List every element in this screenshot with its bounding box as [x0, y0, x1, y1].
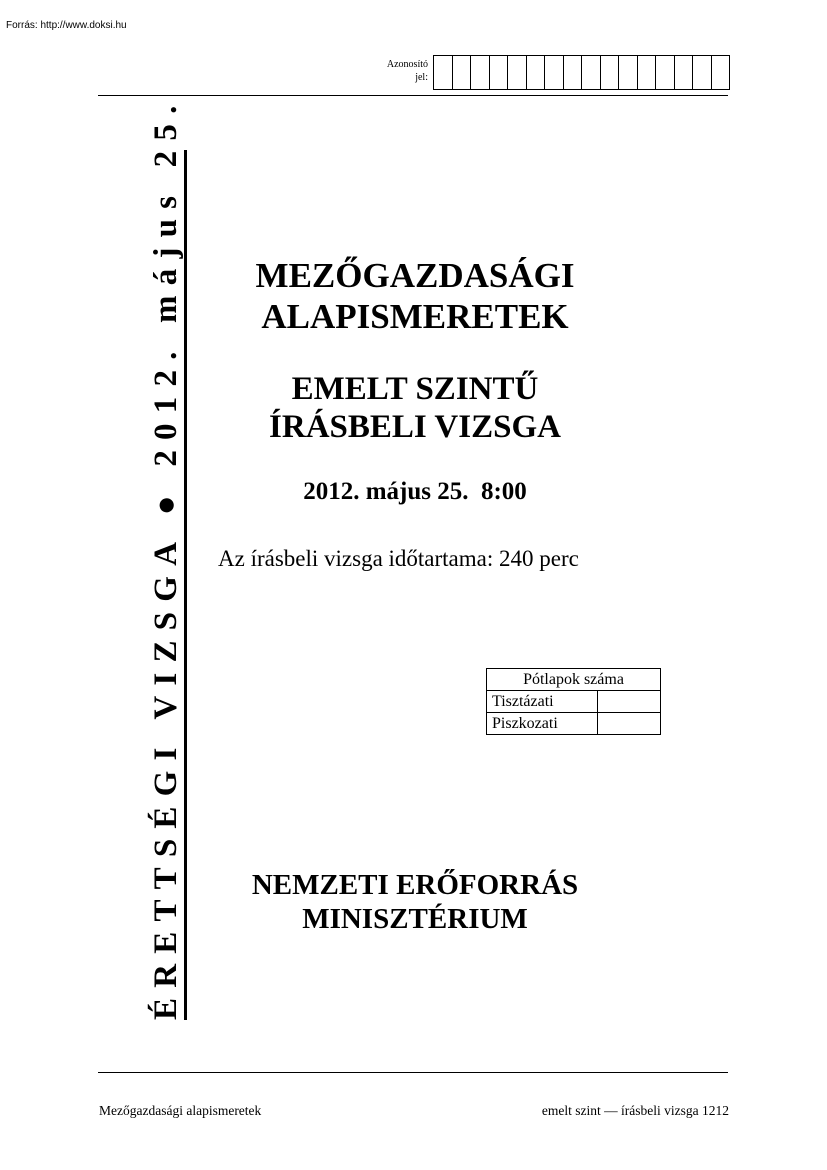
- id-label: [350, 58, 428, 84]
- row-value-field[interactable]: [598, 713, 661, 735]
- id-cell[interactable]: [471, 56, 490, 89]
- ministry-name: [180, 868, 650, 936]
- extra-sheets-table: [486, 668, 661, 735]
- exam-level-line2: ÍRÁSBELI VIZSGA: [269, 409, 561, 445]
- id-cell[interactable]: [582, 56, 601, 89]
- id-cell[interactable]: [453, 56, 472, 89]
- ministry-line1: NEMZETI ERŐFORRÁS: [251, 869, 579, 901]
- id-cell[interactable]: [545, 56, 564, 89]
- exam-title: [180, 255, 650, 337]
- id-cell[interactable]: [693, 56, 712, 89]
- id-cell[interactable]: [490, 56, 509, 89]
- exam-title-line2: ALAPISMERETEK: [261, 297, 569, 336]
- row-label: Tisztázati: [487, 691, 598, 713]
- ministry-line2: MINISZTÉRIUM: [302, 903, 528, 935]
- bottom-rule: [98, 1072, 728, 1073]
- exam-level: [180, 370, 650, 446]
- id-cell[interactable]: [527, 56, 546, 89]
- id-cell[interactable]: [675, 56, 694, 89]
- id-label-line1: Azonosító: [386, 59, 428, 70]
- id-cell[interactable]: [434, 56, 453, 89]
- table-row: [487, 713, 661, 735]
- exam-date: 2012. május 25. 8:00: [303, 478, 527, 505]
- id-cell[interactable]: [656, 56, 675, 89]
- table-row: [487, 691, 661, 713]
- exam-title-line1: MEZŐGAZDASÁGI: [255, 256, 575, 295]
- row-value-field[interactable]: [598, 691, 661, 713]
- source-url: Forrás: http://www.doksi.hu: [6, 20, 127, 31]
- extra-sheets-header: Pótlapok száma: [487, 669, 661, 691]
- id-label-line2: jel:: [415, 72, 428, 83]
- id-cell[interactable]: [619, 56, 638, 89]
- row-label: Piszkozati: [487, 713, 598, 735]
- id-cell[interactable]: [601, 56, 620, 89]
- id-cell[interactable]: [564, 56, 583, 89]
- id-cell[interactable]: [508, 56, 527, 89]
- id-cell[interactable]: [638, 56, 657, 89]
- id-cell[interactable]: [712, 56, 731, 89]
- exam-duration: Az írásbeli vizsga időtartama: 240 perc: [218, 546, 579, 571]
- id-grid: [433, 55, 730, 90]
- top-rule: [98, 95, 728, 96]
- footer-exam-code: emelt szint — írásbeli vizsga 1212: [541, 1103, 729, 1118]
- side-exam-label: ÉRETTSÉGI VIZSGA ● 2012. május 25.: [148, 150, 187, 1020]
- exam-level-line1: EMELT SZINTŰ: [291, 371, 539, 407]
- footer-subject: Mezőgazdasági alapismeretek: [99, 1103, 262, 1118]
